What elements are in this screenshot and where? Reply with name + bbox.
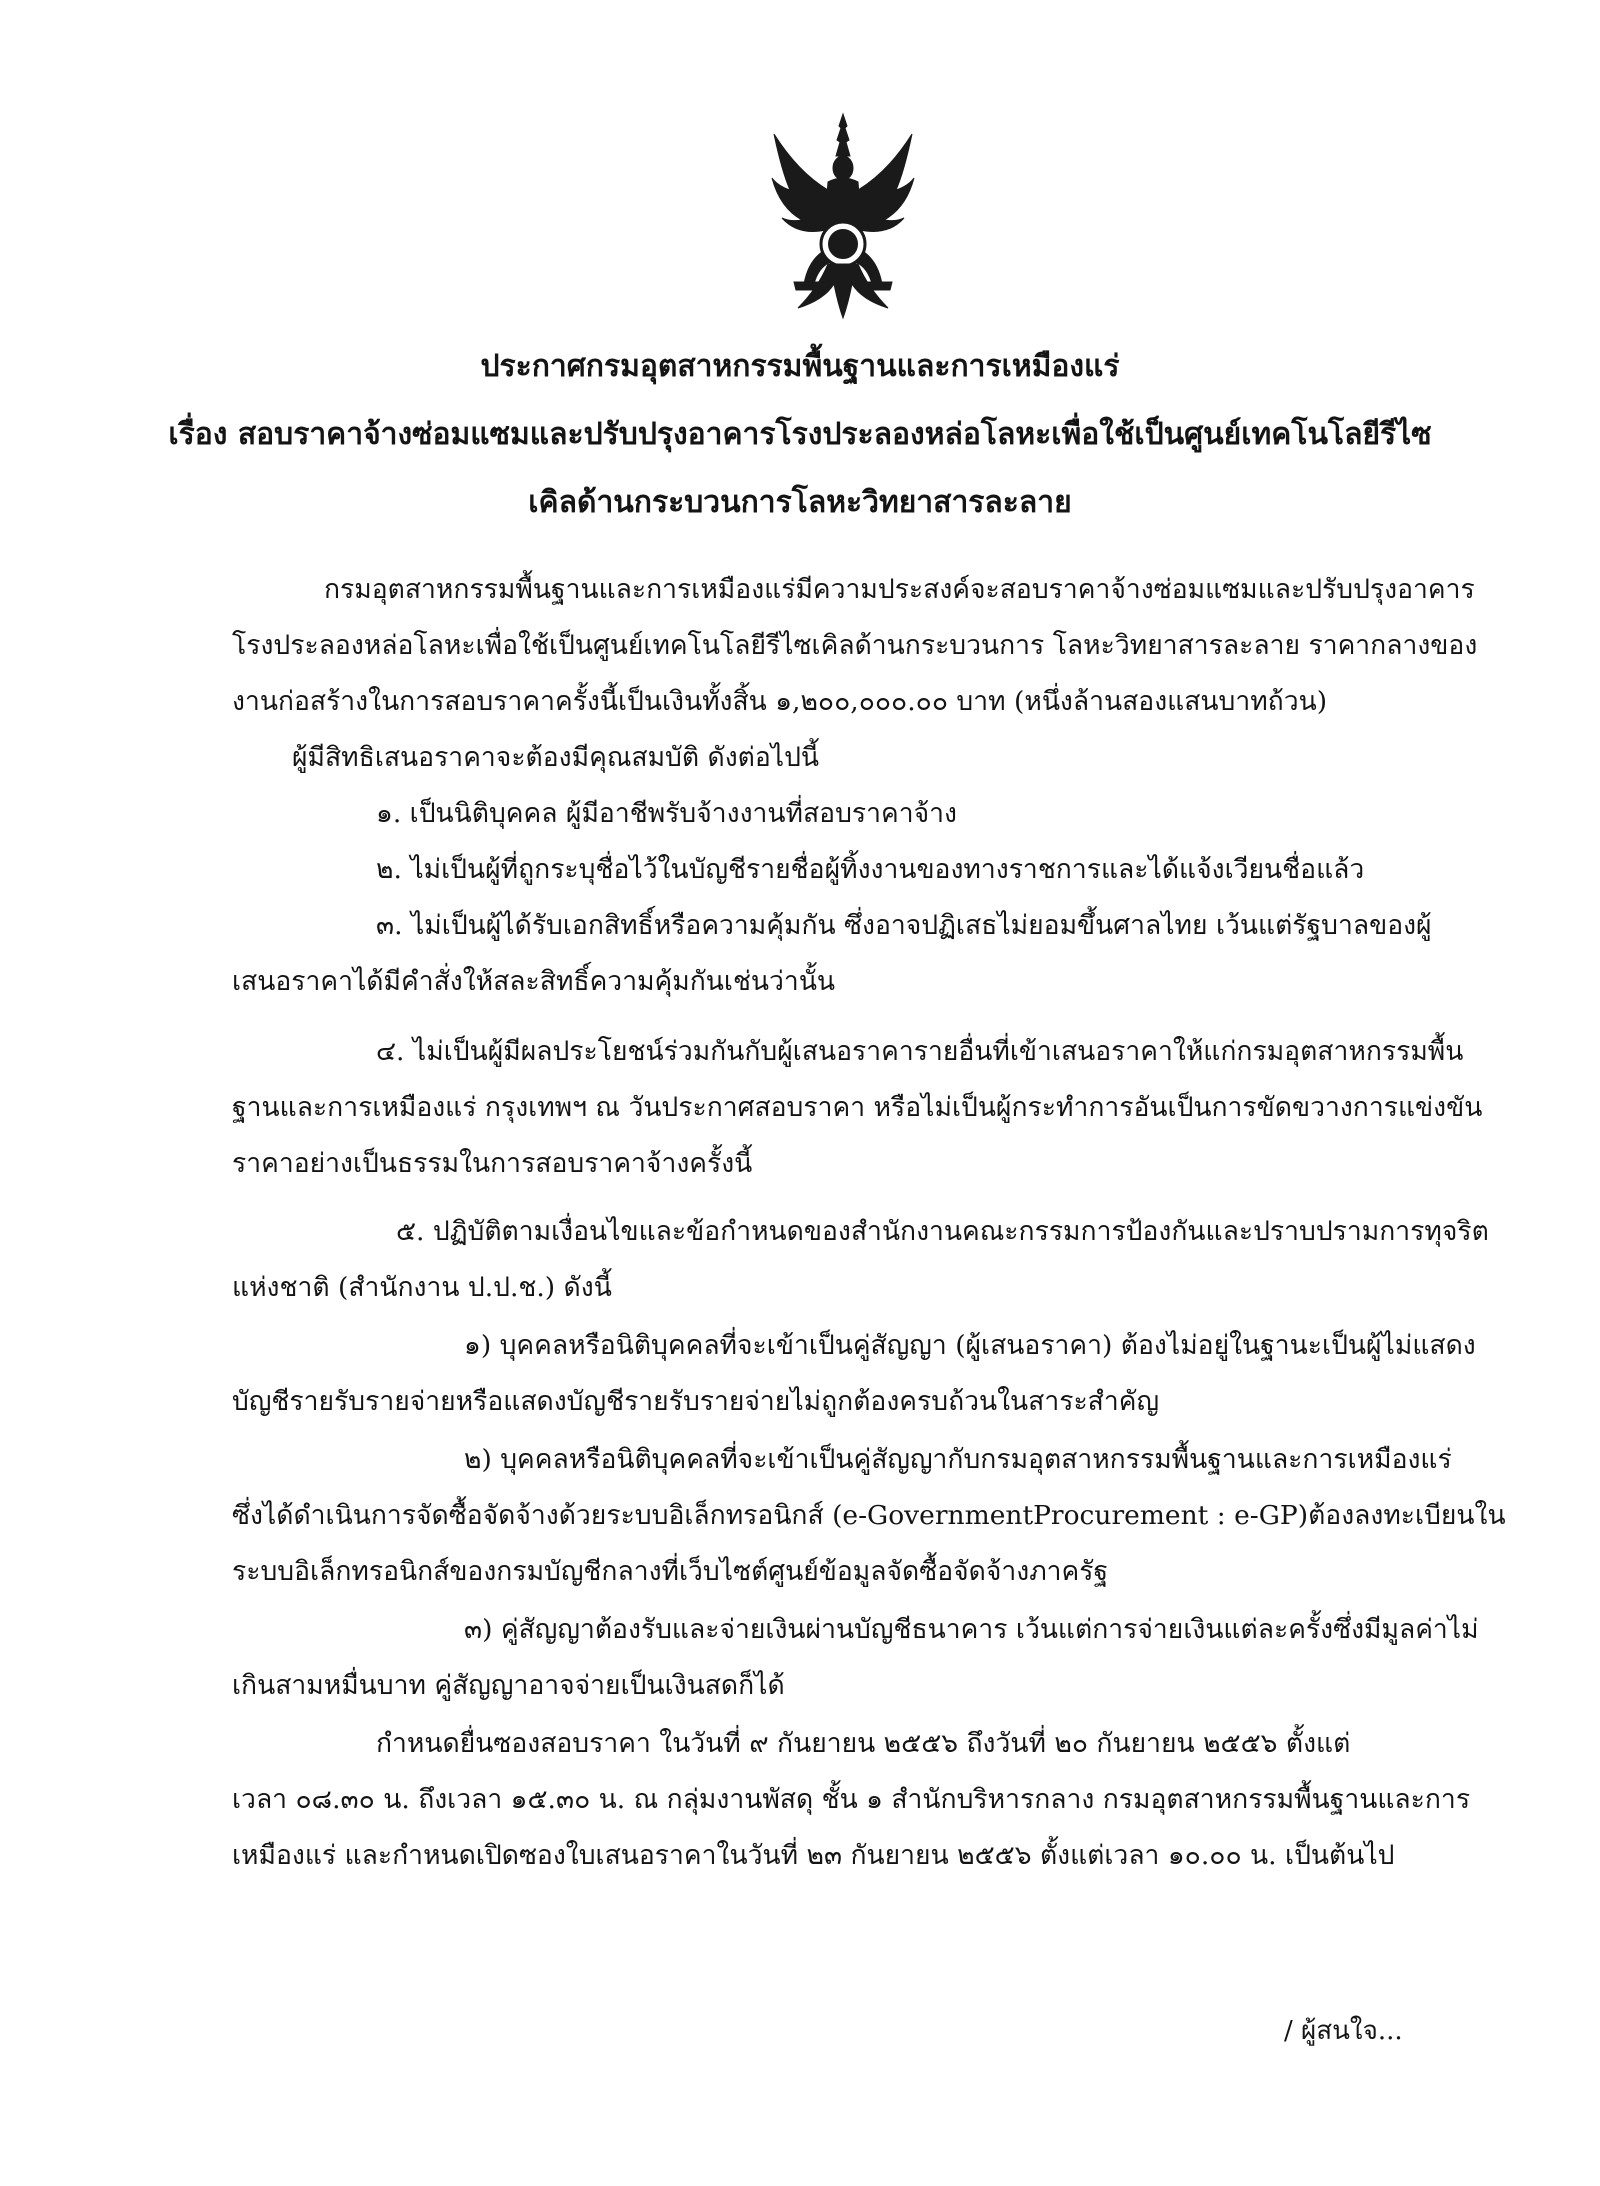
body-line: เสนอราคาได้มีคำสั่งให้สละสิทธิ์ความคุ้มกันเช่นว่านั้น — [232, 966, 836, 997]
schedule-line: เหมืองแร่ และกำหนดเปิดซองใบเสนอราคาในวันที่ ๒๓ กันยายน ๒๕๕๖ ตั้งแต่เวลา ๑๐.๐๐ น. เป็นต้นไป — [232, 1840, 1395, 1871]
body-line: ราคาอย่างเป็นธรรมในการสอบราคาจ้างครั้งนี้ — [232, 1148, 753, 1179]
body-line: บัญชีรายรับรายจ่ายหรือแสดงบัญชีรายรับรายจ่ายไม่ถูกต้องครบถ้วนในสาระสำคัญ — [232, 1386, 1160, 1417]
continuation-marker: / ผู้สนใจ... — [1284, 2016, 1403, 2046]
qualification-item: ๒. ไม่เป็นผู้ที่ถูกระบุชื่อไว้ในบัญชีรายชื่อผู้ทิ้งงานของทางราชการและได้แจ้งเวียนชื่อแล้ว — [376, 854, 1365, 885]
body-line: เกินสามหมื่นบาท คู่สัญญาอาจจ่ายเป็นเงินสดก็ได้ — [232, 1670, 785, 1701]
schedule-line: เวลา ๐๘.๓๐ น. ถึงเวลา ๑๕.๓๐ น. ณ กลุ่มงานพัสดุ ชั้น ๑ สำนักบริหารกลาง กรมอุตสาหกรรมพื้นฐานและการ — [232, 1784, 1471, 1815]
announcement-subject-line-2: เคิลด้านกระบวนการโลหะวิทยาสารละลาย — [528, 485, 1072, 520]
body-line: ซึ่งได้ดำเนินการจัดซื้อจัดจ้างด้วยระบบอิเล็กทรอนิกส์ (e-GovernmentProcurement : e-GP)ต้องลงทะเบียนใน — [232, 1500, 1506, 1531]
announcement-subject-line-1: เรื่อง สอบราคาจ้างซ่อมแซมและปรับปรุงอาคารโรงประลองหล่อโลหะเพื่อใช้เป็นศูนย์เทคโนโลยีรีไซ — [168, 417, 1432, 452]
body-line: แห่งชาติ (สำนักงาน ป.ป.ช.) ดังนี้ — [232, 1272, 612, 1303]
body-line: ผู้มีสิทธิเสนอราคาจะต้องมีคุณสมบัติ ดังต่อไปนี้ — [292, 742, 820, 773]
qualification-item: ๓. ไม่เป็นผู้ได้รับเอกสิทธิ์หรือความคุ้มกัน ซึ่งอาจปฏิเสธไม่ยอมขึ้นศาลไทย เว้นแต่รัฐบาลของผู้ — [376, 910, 1432, 941]
announcement-title: ประกาศกรมอุตสาหกรรมพื้นฐานและการเหมืองแร่ — [480, 349, 1120, 384]
sub-item: ๒) บุคคลหรือนิติบุคคลที่จะเข้าเป็นคู่สัญญากับกรมอุตสาหกรรมพื้นฐานและการเหมืองแร่ — [464, 1444, 1452, 1475]
body-line: งานก่อสร้างในการสอบราคาครั้งนี้เป็นเงินทั้งสิ้น ๑,๒๐๐,๐๐๐.๐๐ บาท (หนึ่งล้านสองแสนบาทถ้วน) — [232, 686, 1328, 717]
schedule-line: กำหนดยื่นซองสอบราคา ในวันที่ ๙ กันยายน ๒๕๕๖ ถึงวันที่ ๒๐ กันยายน ๒๕๕๖ ตั้งแต่ — [376, 1728, 1351, 1759]
body-line: กรมอุตสาหกรรมพื้นฐานและการเหมืองแร่มีความประสงค์จะสอบราคาจ้างซ่อมแซมและปรับปรุงอาคาร — [324, 574, 1475, 605]
body-line: ฐานและการเหมืองแร่ กรุงเทพฯ ณ วันประกาศสอบราคา หรือไม่เป็นผู้กระทำการอันเป็นการขัดขวางการแข่งขัน — [232, 1092, 1483, 1123]
body-line: โรงประลองหล่อโลหะเพื่อใช้เป็นศูนย์เทคโนโลยีรีไซเคิลด้านกระบวนการ โลหะวิทยาสารละลาย ราคากลางของ — [232, 630, 1478, 661]
body-line: ระบบอิเล็กทรอนิกส์ของกรมบัญชีกลางที่เว็บไซต์ศูนย์ข้อมูลจัดซื้อจัดจ้างภาครัฐ — [232, 1556, 1109, 1587]
sub-item: ๑) บุคคลหรือนิติบุคคลที่จะเข้าเป็นคู่สัญญา (ผู้เสนอราคา) ต้องไม่อยู่ในฐานะเป็นผู้ไม่แสดง — [464, 1330, 1476, 1361]
qualification-item: ๑. เป็นนิติบุคคล ผู้มีอาชีพรับจ้างงานที่สอบราคาจ้าง — [376, 798, 957, 829]
qualification-item: ๔. ไม่เป็นผู้มีผลประโยชน์ร่วมกันกับผู้เสนอราคารายอื่นที่เข้าเสนอราคาให้แก่กรมอุตสาหกรรมพื้น — [376, 1036, 1464, 1067]
garuda-emblem-icon — [768, 112, 918, 322]
qualification-item: ๕. ปฏิบัติตามเงื่อนไขและข้อกำหนดของสำนักงานคณะกรรมการป้องกันและปราบปรามการทุจริต — [396, 1216, 1489, 1247]
sub-item: ๓) คู่สัญญาต้องรับและจ่ายเงินผ่านบัญชีธนาคาร เว้นแต่การจ่ายเงินแต่ละครั้งซึ่งมีมูลค่าไม่ — [464, 1614, 1479, 1645]
